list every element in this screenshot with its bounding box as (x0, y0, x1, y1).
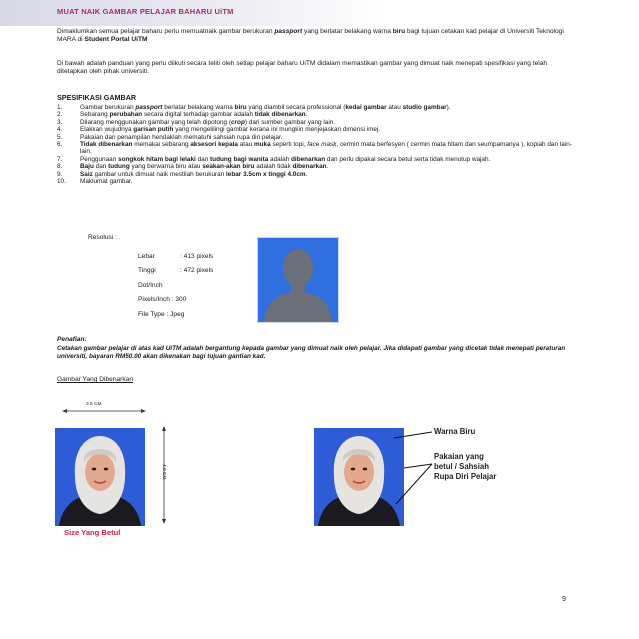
blue-placeholder-photo (257, 237, 339, 323)
spec-item-text: tudung (108, 163, 130, 171)
page-number: 9 (562, 596, 566, 603)
spec-item-text: secara digital terhadap gambar adalah (142, 111, 255, 119)
spec-item-text: perubahan (109, 111, 143, 119)
spec-item-text: . (305, 170, 308, 178)
spec-tinggi (138, 267, 248, 276)
spec-item-text: Penggunaan (80, 155, 119, 163)
annotation-pointers (380, 424, 440, 524)
spec-item-text: Gambar berukuran (80, 104, 136, 111)
spec-item (57, 126, 577, 133)
page-header-title: MUAT NAIK GAMBAR PELAJAR BAHARU UiTM (57, 7, 234, 16)
spec-item-number: 10. (57, 178, 66, 186)
person-hijab-icon (55, 428, 145, 526)
spec-item-text: atau (237, 141, 254, 149)
spec-item (57, 111, 577, 118)
spec-item-text: seakan-akan biru (202, 163, 255, 171)
spec-item-text: seperti topi, (270, 141, 308, 149)
intro-passport-emphasis: passport (274, 28, 303, 35)
spec-pixels-inch: Pixels/Inch : 300 (138, 296, 187, 303)
spec-item-text: aksesori kepala (190, 141, 238, 149)
intro-biru-emphasis: biru (392, 28, 406, 35)
spec-item (57, 156, 577, 163)
spec-section-title: SPESIFIKASI GAMBAR (57, 93, 137, 102)
spec-item (57, 134, 577, 141)
spec-item-text: biru (234, 104, 247, 111)
spec-item-text: ) dari sumber gambar yang lain. (244, 118, 336, 126)
spec-item-text: Saiz (80, 170, 93, 178)
spec-item (57, 141, 577, 156)
spec-lebar-key: Lebar (138, 253, 155, 260)
spec-item (57, 163, 577, 170)
spec-item-text: yang diambil secara professional ( (246, 104, 346, 111)
penafian-text: Cetakan gambar pelajar di atas kad UiTM adalah bergantung kepada gambar yang dimuat naik oleh pelajar. Jika didapati gambar yang dicetak tidak menepati peraturan universiti, bayaran RM50.00 akan dikenakan bagi tujuan gantian kad. (57, 345, 566, 361)
spec-lebar (138, 253, 248, 262)
allowed-photos-heading: Gambar Yang Dibenarkan (57, 376, 133, 383)
spec-item-number: 4. (57, 126, 63, 134)
intro-portal-emphasis: Student Portal UiTM (84, 36, 148, 44)
annotation-warna-biru: Warna Biru (434, 427, 476, 436)
spec-item-number: 2. (57, 111, 63, 119)
spec-item (57, 104, 577, 111)
spec-item-text: kedai gambar (345, 104, 387, 111)
spec-item-number: 7. (57, 155, 63, 163)
spec-item-text: dan (195, 155, 211, 163)
spec-item-text: dibenarkan (291, 155, 326, 163)
spec-item-text: adalah (268, 155, 292, 163)
annotation-pakaian-line2: betul / Sahsiah (434, 462, 490, 471)
intro-paragraph-1 (57, 28, 567, 44)
spec-item-text: Sebarang (80, 111, 110, 119)
sample-photo-left (55, 428, 145, 526)
width-dimension-arrow (62, 400, 146, 414)
spec-item-text: gambar untuk dimuat naik mestilah berukuran (92, 170, 227, 178)
spec-item-text: yang mengelilingi gambar kerana ini mungkin menjejaskan dimensi imej. (173, 126, 381, 134)
spec-item-text: ). (446, 104, 451, 111)
spec-item-text: passport (135, 104, 163, 111)
intro-text-tail: bagi tujuan cetakan kad pelajar di Universiti Teknologi MARA di (57, 28, 564, 44)
spec-item-text: tidak dibenarkan (254, 111, 306, 119)
spec-tinggi-value: : 472 pixels (180, 267, 214, 274)
spec-item-text: Tidak dibenarkan (80, 141, 133, 149)
spec-item-text: dan (93, 163, 109, 171)
penafian-label: Penafian: (57, 336, 87, 343)
spec-item-text: berlatar belakang warna (162, 104, 235, 111)
spec-item-text: tudung bagi wanita (210, 155, 269, 163)
spec-item-text: memakai sebarang (132, 141, 191, 149)
spec-item-text: . (326, 163, 329, 171)
spec-item-text: dan perlu dipakai secara betul serta tidak menutup wajah. (325, 155, 491, 163)
spec-item-text: crop (231, 118, 245, 126)
spec-item-text: lebar 3.5cm x tinggi 4.0cm (226, 170, 306, 178)
height-dimension-label: 4.0 CM (161, 464, 166, 480)
resolusi-label: Resolusi : (88, 234, 117, 241)
spec-item-text: muka (253, 141, 271, 149)
spec-item-text: . (305, 111, 308, 119)
intro-text-lead: Dimaklumkan semua pelajar baharu perlu memuatnaik gambar berukuran (57, 28, 275, 35)
spec-item-text: adalah tidak (254, 163, 293, 171)
spec-item-number: 9. (57, 170, 63, 178)
spec-tinggi-key: Tinggi (138, 267, 156, 274)
spec-item-text: face mask (307, 141, 337, 149)
spec-item (57, 119, 577, 126)
spec-item-number: 3. (57, 118, 63, 126)
spec-item-text: Baju (80, 163, 94, 171)
spec-item-text: Maklumat gambar. (80, 178, 133, 186)
spec-item-number: 8. (57, 163, 63, 171)
spec-item-number: 1. (57, 104, 63, 111)
spec-item-text: yang berwarna biru atau (129, 163, 203, 171)
spec-file-type: File Type : Jpeg (138, 311, 185, 318)
silhouette-icon (258, 238, 338, 322)
spec-item-text: atau (386, 104, 403, 111)
size-correct-label: Size Yang Betul (64, 528, 121, 537)
width-dimension-label: 3.5 CM (86, 402, 102, 407)
spec-item-number: 5. (57, 133, 63, 141)
spec-item-text: songkok hitam bagi lelaki (118, 155, 196, 163)
spec-item (57, 178, 577, 185)
spec-item (57, 171, 577, 178)
spec-item-text: dibenarkan (292, 163, 327, 171)
annotation-pakaian-line3: Rupa Diri Pelajar (434, 472, 497, 481)
spec-item-text: Dilarang menggunakan gambar yang telah dipotong ( (80, 118, 231, 126)
spec-list (57, 104, 577, 185)
spec-item-text: garisan putih (133, 126, 174, 134)
spec-lebar-value: : 413 pixels (180, 253, 214, 260)
spec-dot-inch: Dot/Inch (138, 282, 163, 289)
spec-item-text: , cermin mata berfesyen ( cermin mata hitam dan seumpamanya ), kopiah dan lain-lain. (80, 141, 572, 156)
intro-text-mid: yang berlatar belakang warna (302, 28, 393, 35)
spec-item-text: Elakkan wujudnya (80, 126, 134, 134)
spec-item-number: 6. (57, 141, 63, 149)
intro-paragraph-2: Di bawah adalah panduan yang perlu diikuti secara teliti oleh setiap pelajar baharu UiTM didalam memastikan gambar yang dimuat naik menepati spesifikasi yang telah ditetapkan oleh pihak universiti. (57, 60, 548, 76)
annotation-pakaian-line1: Pakaian yang (434, 452, 484, 461)
spec-item-text: Pakaian dan penampilan hendaklah mematuhi sahsiah rupa diri pelajar. (80, 133, 283, 141)
spec-item-text: studio gambar (402, 104, 447, 111)
